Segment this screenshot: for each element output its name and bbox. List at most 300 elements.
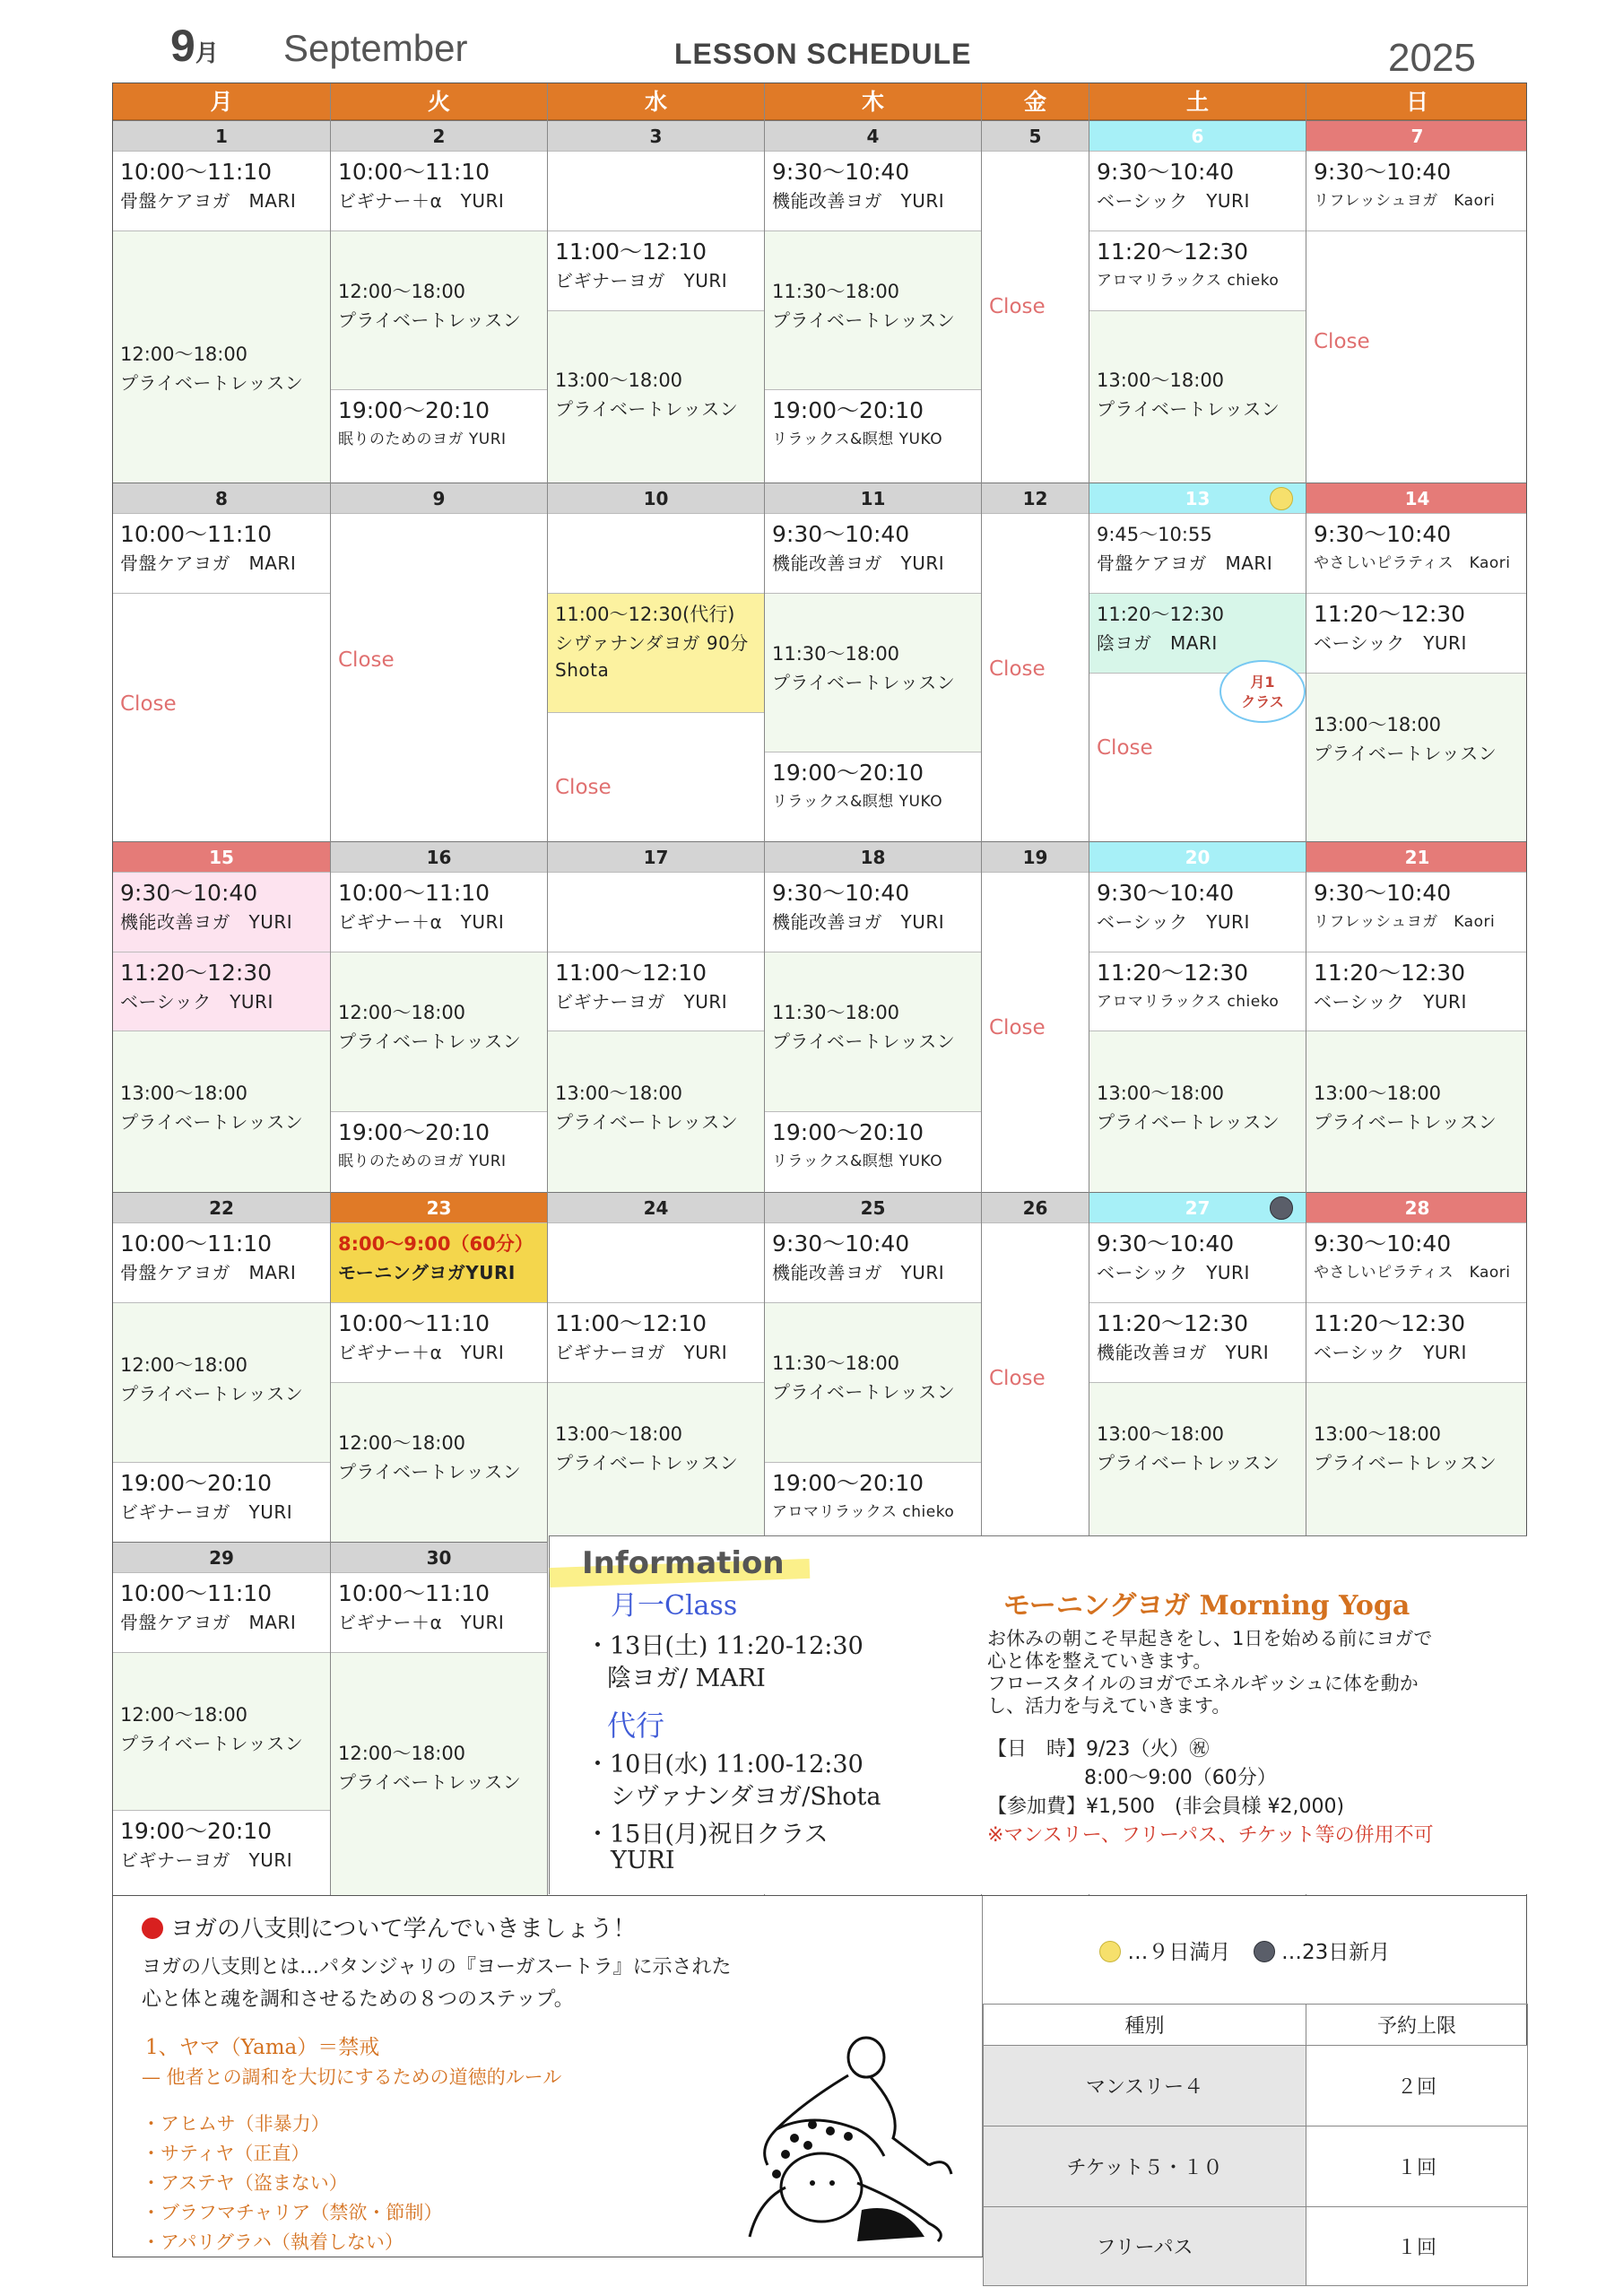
lesson-time: 8:00～9:00（60分）: [338, 1233, 534, 1255]
lesson-name: ビギナーヨガ YURI: [120, 1501, 293, 1523]
lesson-name: リフレッシュヨガ Kaori: [1314, 913, 1496, 931]
lesson-name: プライベートレッスン: [555, 398, 739, 420]
date-number: 20: [1185, 847, 1211, 868]
closed-slot: [982, 151, 1089, 483]
lesson-time: 9:30～10:40: [772, 521, 910, 547]
lesson-time: 11:20～12:30: [1097, 960, 1249, 986]
lesson-slot[interactable]: [331, 1111, 547, 1192]
yoga-illustration: [723, 2031, 965, 2246]
lesson-name: 骨盤ケアヨガ MARI: [120, 1612, 297, 1633]
close-label: Close: [989, 1367, 1046, 1390]
lesson-name: シヴァナンダヨガ 90分: [555, 632, 749, 654]
lesson-name: 眠りのためのヨガ YURI: [338, 1152, 507, 1170]
lesson-name: ビギナー＋α YURI: [338, 1342, 505, 1363]
date-header: [982, 841, 1089, 872]
lesson-slot[interactable]: [765, 230, 981, 389]
lesson-name: 骨盤ケアヨガ MARI: [120, 1262, 297, 1283]
yama-item: ・アパリグラハ（執着しない）: [142, 2231, 404, 2253]
lesson-slot[interactable]: [1089, 952, 1306, 1031]
lesson-name: ビギナーヨガ YURI: [555, 991, 728, 1013]
lesson-slot[interactable]: [1306, 872, 1527, 952]
table-header: 予約上限: [1306, 2005, 1528, 2046]
empty-slot: [548, 872, 764, 952]
lesson-time: 13:00～18:00: [1314, 1423, 1442, 1445]
date-header: [548, 841, 764, 872]
lesson-slot[interactable]: [331, 1222, 547, 1302]
date-header: [548, 120, 764, 151]
reservation-limit-table: [983, 2004, 1528, 2286]
lesson-time: 9:30～10:40: [1314, 880, 1452, 906]
date-header: [113, 1192, 330, 1222]
lesson-slot[interactable]: [113, 1302, 330, 1462]
date-header: [331, 120, 547, 151]
empty-slot: [548, 513, 764, 593]
lesson-time: 10:00～11:10: [120, 159, 273, 185]
date-number: 16: [426, 847, 452, 868]
lesson-name: プライベートレッスン: [338, 309, 522, 331]
date-header: [113, 841, 330, 872]
lesson-name: ベーシック YURI: [1314, 632, 1467, 654]
info-title: Information: [582, 1545, 785, 1581]
date-header: [982, 120, 1089, 151]
lesson-time: 19:00～20:10: [772, 1119, 924, 1145]
lesson-slot[interactable]: [331, 151, 547, 230]
lesson-name: リラックス&瞑想 YUKO: [772, 793, 943, 811]
weekday-header: 水: [548, 83, 764, 120]
substitute-line: YURI: [611, 1847, 675, 1874]
lesson-time: 19:00～20:10: [120, 1818, 273, 1844]
yama-item: ・サティヤ（正直）: [142, 2143, 310, 2164]
morning-yoga-title: モーニングヨガ Morning Yoga: [1003, 1590, 1410, 1622]
lesson-name: 骨盤ケアヨガ MARI: [120, 552, 297, 574]
yama-list: [142, 2109, 442, 2257]
lesson-slot[interactable]: [548, 310, 764, 483]
lesson-slot[interactable]: [113, 872, 330, 952]
date-header: [982, 483, 1089, 513]
lesson-time: 11:20～12:30: [1097, 1310, 1249, 1336]
substitute-line: ・10日(水) 11:00-12:30: [586, 1751, 864, 1779]
substitute-line: ・15日(月)祝日クラス: [586, 1821, 829, 1848]
lesson-time: 19:00～20:10: [120, 1470, 273, 1496]
date-header: [765, 120, 981, 151]
date-header: [113, 1542, 330, 1572]
lesson-name: プライベートレッスン: [1097, 398, 1280, 420]
lesson-slot[interactable]: [331, 1302, 547, 1382]
lesson-slot[interactable]: [765, 389, 981, 483]
lesson-time: 13:00～18:00: [555, 370, 683, 391]
lesson-time: 13:00～18:00: [555, 1423, 683, 1445]
lesson-slot[interactable]: [765, 1111, 981, 1192]
lesson-slot[interactable]: [113, 1652, 330, 1810]
lesson-slot[interactable]: [331, 1382, 547, 1542]
lesson-time: 10:00～11:10: [338, 1310, 490, 1336]
lesson-name: ビギナー＋α YURI: [338, 190, 505, 212]
monthly-class-heading: 月一Class: [611, 1590, 738, 1622]
date-header: [765, 841, 981, 872]
date-header: [765, 483, 981, 513]
lesson-time: 10:00～11:10: [120, 521, 273, 547]
lesson-time: 13:00～18:00: [1097, 370, 1225, 391]
lesson-time: 11:20～12:30: [1097, 239, 1249, 265]
lesson-slot[interactable]: [1306, 1302, 1527, 1382]
lesson-name: プライベートレッスン: [338, 1031, 522, 1052]
full-moon-icon: [1099, 1941, 1121, 1962]
lesson-slot[interactable]: [548, 1382, 764, 1542]
lesson-time: 12:00～18:00: [120, 1704, 248, 1726]
lesson-name: ビギナー＋α YURI: [338, 1612, 505, 1633]
closed-slot: [1306, 230, 1527, 483]
date-number: 5: [1028, 126, 1042, 147]
lesson-slot[interactable]: [113, 1810, 330, 1896]
lesson-slot[interactable]: [765, 151, 981, 230]
closed-slot: [982, 872, 1089, 1192]
lesson-slot[interactable]: [1089, 1031, 1306, 1192]
lesson-time: 11:20～12:30: [1314, 1310, 1466, 1336]
date-number: 25: [860, 1197, 886, 1219]
closed-slot: [982, 1222, 1089, 1542]
lesson-slot[interactable]: [113, 1572, 330, 1652]
lesson-slot[interactable]: [113, 1031, 330, 1192]
lesson-time: 9:30～10:40: [1097, 880, 1235, 906]
lesson-time: 13:00～18:00: [120, 1083, 248, 1104]
yama-item: ・アヒムサ（非暴力）: [142, 2113, 330, 2135]
date-number: 22: [209, 1197, 234, 1219]
lesson-name: ビギナーヨガ YURI: [555, 270, 728, 291]
lesson-name: プライベートレッスン: [555, 1452, 739, 1474]
monthly-class-bubble: 月1 クラス: [1219, 660, 1306, 723]
date-number: 10: [643, 488, 669, 509]
lesson-time: 13:00～18:00: [555, 1083, 683, 1104]
lesson-name: ベーシック YURI: [1314, 991, 1467, 1013]
bottom-section: [112, 1896, 1527, 2257]
year: 2025: [1388, 36, 1476, 80]
date-header: [1306, 841, 1527, 872]
lesson-name: やさしいピラティス Kaori: [1314, 1264, 1511, 1282]
date-number: 12: [1022, 488, 1048, 509]
lesson-slot[interactable]: [113, 1462, 330, 1542]
date-number: 28: [1404, 1197, 1430, 1219]
lesson-name: プライベートレッスン: [772, 1381, 956, 1403]
lesson-time: 9:30～10:40: [1314, 1231, 1452, 1257]
date-header: [548, 483, 764, 513]
date-number: 4: [866, 126, 880, 147]
table-row: フリーパス １回: [984, 2207, 1528, 2286]
lesson-name: アロマリラックス chieko: [772, 1503, 955, 1521]
lesson-name: プライベートレッスン: [1314, 743, 1497, 764]
lesson-name: プライベートレッスン: [338, 1461, 522, 1483]
lesson-name: 機能改善ヨガ YURI: [772, 911, 945, 933]
lesson-slot[interactable]: [1306, 1031, 1527, 1192]
lesson-slot[interactable]: [765, 952, 981, 1111]
date-number: 2: [432, 126, 446, 147]
date-header: [1089, 1192, 1306, 1222]
lesson-slot[interactable]: [1089, 310, 1306, 483]
lesson-name: 骨盤ケアヨガ MARI: [1097, 552, 1273, 574]
date-number: 17: [643, 847, 669, 868]
closed-slot: [548, 712, 764, 841]
lesson-time: 10:00～11:10: [120, 1231, 273, 1257]
lesson-name: モーニングヨガYURI: [338, 1262, 516, 1283]
moon-legend: …９日満月 …23日新月: [1099, 1935, 1390, 1965]
lesson-slot[interactable]: [113, 513, 330, 593]
date-number: 30: [426, 1547, 452, 1569]
date-number: 6: [1191, 126, 1204, 147]
morning-yoga-desc: お休みの朝こそ早起きをし、1日を始める前にヨガで 心と体を整えていきます。 フロースタイルのヨガでエネルギッシュに体を動か し、活力を与えていきます。: [987, 1628, 1433, 1717]
lesson-slot[interactable]: [765, 593, 981, 752]
lesson-slot[interactable]: [765, 1222, 981, 1302]
lesson-name: 機能改善ヨガ YURI: [120, 911, 293, 933]
table-row: マンスリー４ ２回: [984, 2046, 1528, 2126]
date-number: 29: [209, 1547, 234, 1569]
information-panel: [549, 1535, 1527, 1894]
lesson-slot[interactable]: [765, 872, 981, 952]
yoga-intro: ヨガの八支則とは…パタンジャリの『ヨーガスートラ』に示された 心と体と魂を調和させるための８つのステップ。: [142, 1956, 732, 2011]
lesson-name: プライベートレッスン: [338, 1771, 522, 1793]
close-label: Close: [989, 295, 1046, 318]
close-label: Close: [1097, 736, 1153, 760]
date-header: [113, 120, 330, 151]
date-header: [1089, 483, 1306, 513]
lesson-slot[interactable]: [331, 872, 547, 952]
lesson-slot[interactable]: [548, 230, 764, 310]
lesson-slot[interactable]: [1089, 1302, 1306, 1382]
date-number: 19: [1022, 847, 1048, 868]
date-header: [331, 483, 547, 513]
yama-item: ・ブラフマチャリア（禁欲・節制）: [142, 2202, 443, 2223]
lesson-name: 骨盤ケアヨガ MARI: [120, 190, 297, 212]
weekday-header: 金: [982, 83, 1089, 120]
lesson-time: 10:00～11:10: [338, 1580, 490, 1606]
lesson-slot[interactable]: [1306, 673, 1527, 841]
lesson-time: 9:30～10:40: [1097, 1231, 1235, 1257]
yama-item: ・アステヤ（盗まない）: [142, 2172, 348, 2194]
lesson-name: リラックス&瞑想 YUKO: [772, 1152, 943, 1170]
lesson-name: 機能改善ヨガ YURI: [772, 1262, 945, 1283]
date-number: 15: [209, 847, 234, 868]
lesson-name: プライベートレッスン: [555, 1111, 739, 1133]
lesson-name: ビギナーヨガ YURI: [120, 1849, 293, 1871]
weekday-header: 土: [1089, 83, 1306, 120]
date-number: 13: [1185, 488, 1211, 509]
date-header: [765, 1192, 981, 1222]
lesson-name: プライベートレッスン: [1314, 1111, 1497, 1133]
day-column: [113, 83, 330, 1895]
lesson-name: やさしいピラティス Kaori: [1314, 554, 1511, 572]
lesson-slot[interactable]: [1089, 872, 1306, 952]
month-english: September: [283, 27, 468, 69]
date-header: [1306, 120, 1527, 151]
lesson-time: 9:30～10:40: [1314, 159, 1452, 185]
weekday-header: 日: [1306, 83, 1527, 120]
lesson-time: 12:00～18:00: [338, 1743, 466, 1764]
lesson-time: 11:20～12:30: [1314, 960, 1466, 986]
lesson-time: 11:30～18:00: [772, 1002, 900, 1023]
lesson-time: 11:30～18:00: [772, 643, 900, 665]
closed-slot: [982, 513, 1089, 841]
month-number: 9月: [170, 21, 219, 71]
lesson-name: ビギナー＋α YURI: [338, 911, 505, 933]
schedule-title: LESSON SCHEDULE: [674, 38, 972, 70]
lesson-slot[interactable]: [331, 1652, 547, 1896]
lesson-time: 12:00～18:00: [338, 1002, 466, 1023]
date-number: 18: [860, 847, 886, 868]
monthly-class-line: 陰ヨガ/ MARI: [607, 1665, 766, 1692]
lesson-name: ベーシック YURI: [1097, 911, 1250, 933]
date-header: [1089, 841, 1306, 872]
lesson-name: リフレッシュヨガ Kaori: [1314, 192, 1496, 210]
lesson-slot[interactable]: [765, 752, 981, 841]
lesson-slot[interactable]: [113, 151, 330, 230]
substitute-line: シヴァナンダヨガ/Shota: [611, 1783, 881, 1811]
close-label: Close: [989, 657, 1046, 681]
closed-slot: [331, 513, 547, 841]
closed-slot: [113, 593, 330, 841]
lesson-slot[interactable]: [1089, 1222, 1306, 1302]
close-label: Close: [555, 776, 612, 799]
lesson-name: プライベートレッスン: [120, 372, 304, 394]
close-label: Close: [989, 1016, 1046, 1039]
lesson-slot[interactable]: [113, 230, 330, 483]
table-header: 種別: [984, 2005, 1306, 2046]
weekday-header: 火: [331, 83, 547, 120]
lesson-slot[interactable]: [1089, 513, 1306, 593]
date-number: 14: [1404, 488, 1430, 509]
lesson-time: 9:30～10:40: [772, 159, 910, 185]
lesson-time: 19:00～20:10: [338, 1119, 490, 1145]
new-moon-icon: [1270, 1196, 1293, 1220]
lesson-slot[interactable]: [331, 389, 547, 483]
lesson-time: 19:00～20:10: [338, 397, 490, 423]
lesson-slot[interactable]: [548, 1302, 764, 1382]
close-label: Close: [120, 692, 177, 716]
lesson-instructor: Shota: [555, 659, 610, 681]
close-label: Close: [338, 648, 395, 672]
lesson-slot[interactable]: [1089, 230, 1306, 310]
full-moon-icon: [1270, 487, 1293, 510]
weekday-header: 木: [765, 83, 981, 120]
lesson-time: 9:30～10:40: [772, 880, 910, 906]
date-number: 1: [215, 126, 228, 147]
lesson-slot[interactable]: [1306, 952, 1527, 1031]
lesson-time: 12:00～18:00: [120, 1354, 248, 1376]
yama-heading: 1、ヤマ（Yama）＝禁戒: [145, 2036, 380, 2059]
date-number: 21: [1404, 847, 1430, 868]
lesson-time: 9:30～10:40: [1314, 521, 1452, 547]
lesson-time: 9:30～10:40: [1097, 159, 1235, 185]
yoga-heading: ヨガの八支則について学んでいきましょう！: [142, 1910, 636, 1944]
lesson-time: 11:30～18:00: [772, 281, 900, 302]
lesson-slot[interactable]: [1089, 1382, 1306, 1542]
lesson-name: アロマリラックス chieko: [1097, 993, 1280, 1011]
lesson-time: 13:00～18:00: [1314, 714, 1442, 735]
lesson-slot[interactable]: [1306, 151, 1527, 230]
lesson-name: プライベートレッスン: [772, 309, 956, 331]
close-label: Close: [1314, 330, 1370, 353]
lesson-time: 9:30～10:40: [120, 880, 258, 906]
lesson-time: 10:00～11:10: [120, 1580, 273, 1606]
lesson-time: 10:00～11:10: [338, 880, 490, 906]
lesson-slot[interactable]: [548, 952, 764, 1031]
date-number: 23: [426, 1197, 452, 1219]
lesson-time: 10:00～11:10: [338, 159, 490, 185]
lesson-time: 9:45～10:55: [1097, 524, 1212, 545]
lesson-name: アロマリラックス chieko: [1097, 272, 1280, 290]
lesson-time: 19:00～20:10: [772, 1470, 924, 1496]
lesson-name: 機能改善ヨガ YURI: [1097, 1342, 1270, 1363]
lesson-slot[interactable]: [331, 952, 547, 1111]
lesson-slot[interactable]: [1306, 513, 1527, 593]
lesson-slot[interactable]: [331, 1572, 547, 1652]
red-dot-icon: [142, 1918, 163, 1939]
date-number: 9: [432, 488, 446, 509]
lesson-time: 13:00～18:00: [1314, 1083, 1442, 1104]
lesson-time: 19:00～20:10: [772, 397, 924, 423]
lesson-slot[interactable]: [548, 593, 764, 712]
lesson-time: 11:20～12:30: [120, 960, 273, 986]
lesson-name: リラックス&瞑想 YUKO: [772, 430, 943, 448]
empty-slot: [548, 151, 764, 230]
date-header: [1306, 1192, 1527, 1222]
lesson-slot[interactable]: [113, 952, 330, 1031]
lesson-slot[interactable]: [1306, 1382, 1527, 1542]
date-header: [548, 1192, 764, 1222]
lesson-name: プライベートレッスン: [1314, 1452, 1497, 1474]
date-number: 8: [215, 488, 228, 509]
lesson-time: 9:30～10:40: [772, 1231, 910, 1257]
lesson-slot[interactable]: [765, 1462, 981, 1542]
date-header: [331, 841, 547, 872]
lesson-time: 11:20～12:30: [1314, 601, 1466, 627]
lesson-name: ベーシック YURI: [1314, 1342, 1467, 1363]
lesson-slot[interactable]: [765, 1302, 981, 1462]
lesson-time: 11:30～18:00: [772, 1352, 900, 1374]
lesson-name: ベーシック YURI: [1097, 190, 1250, 212]
table-row: チケット５・１０ １回: [984, 2126, 1528, 2207]
lesson-name: 陰ヨガ MARI: [1097, 632, 1218, 654]
lesson-slot[interactable]: [113, 1222, 330, 1302]
lesson-time: 12:00～18:00: [338, 281, 466, 302]
lesson-name: 眠りのためのヨガ YURI: [338, 430, 507, 448]
lesson-name: ビギナーヨガ YURI: [555, 1342, 728, 1363]
date-header: [1306, 483, 1527, 513]
lesson-name: 機能改善ヨガ YURI: [772, 190, 945, 212]
weekday-header: 月: [113, 83, 330, 120]
lesson-slot[interactable]: [765, 513, 981, 593]
day-column: [330, 83, 547, 1895]
lesson-name: プライベートレッスン: [1097, 1111, 1280, 1133]
lesson-slot[interactable]: [1306, 1222, 1527, 1302]
date-header: [1089, 120, 1306, 151]
lesson-time: 11:00～12:10: [555, 1310, 707, 1336]
date-number: 27: [1185, 1197, 1211, 1219]
lesson-name: ベーシック YURI: [120, 991, 273, 1013]
monthly-class-line: ・13日(土) 11:20-12:30: [586, 1632, 864, 1660]
lesson-time: 12:00～18:00: [120, 344, 248, 365]
date-number: 3: [649, 126, 663, 147]
lesson-slot[interactable]: [1306, 593, 1527, 673]
lesson-time: 13:00～18:00: [1097, 1083, 1225, 1104]
lesson-name: プライベートレッスン: [772, 672, 956, 693]
date-number: 7: [1410, 126, 1424, 147]
lesson-time: 11:20～12:30: [1097, 604, 1225, 625]
yama-subtitle: — 他者との調和を大切にするための道徳的ルール: [142, 2066, 562, 2088]
substitute-heading: 代行: [607, 1709, 665, 1743]
lesson-slot[interactable]: [1089, 151, 1306, 230]
lesson-slot[interactable]: [548, 1031, 764, 1192]
lesson-time: 11:00～12:30(代行): [555, 604, 735, 625]
lesson-slot[interactable]: [331, 230, 547, 389]
date-header: [331, 1542, 547, 1572]
